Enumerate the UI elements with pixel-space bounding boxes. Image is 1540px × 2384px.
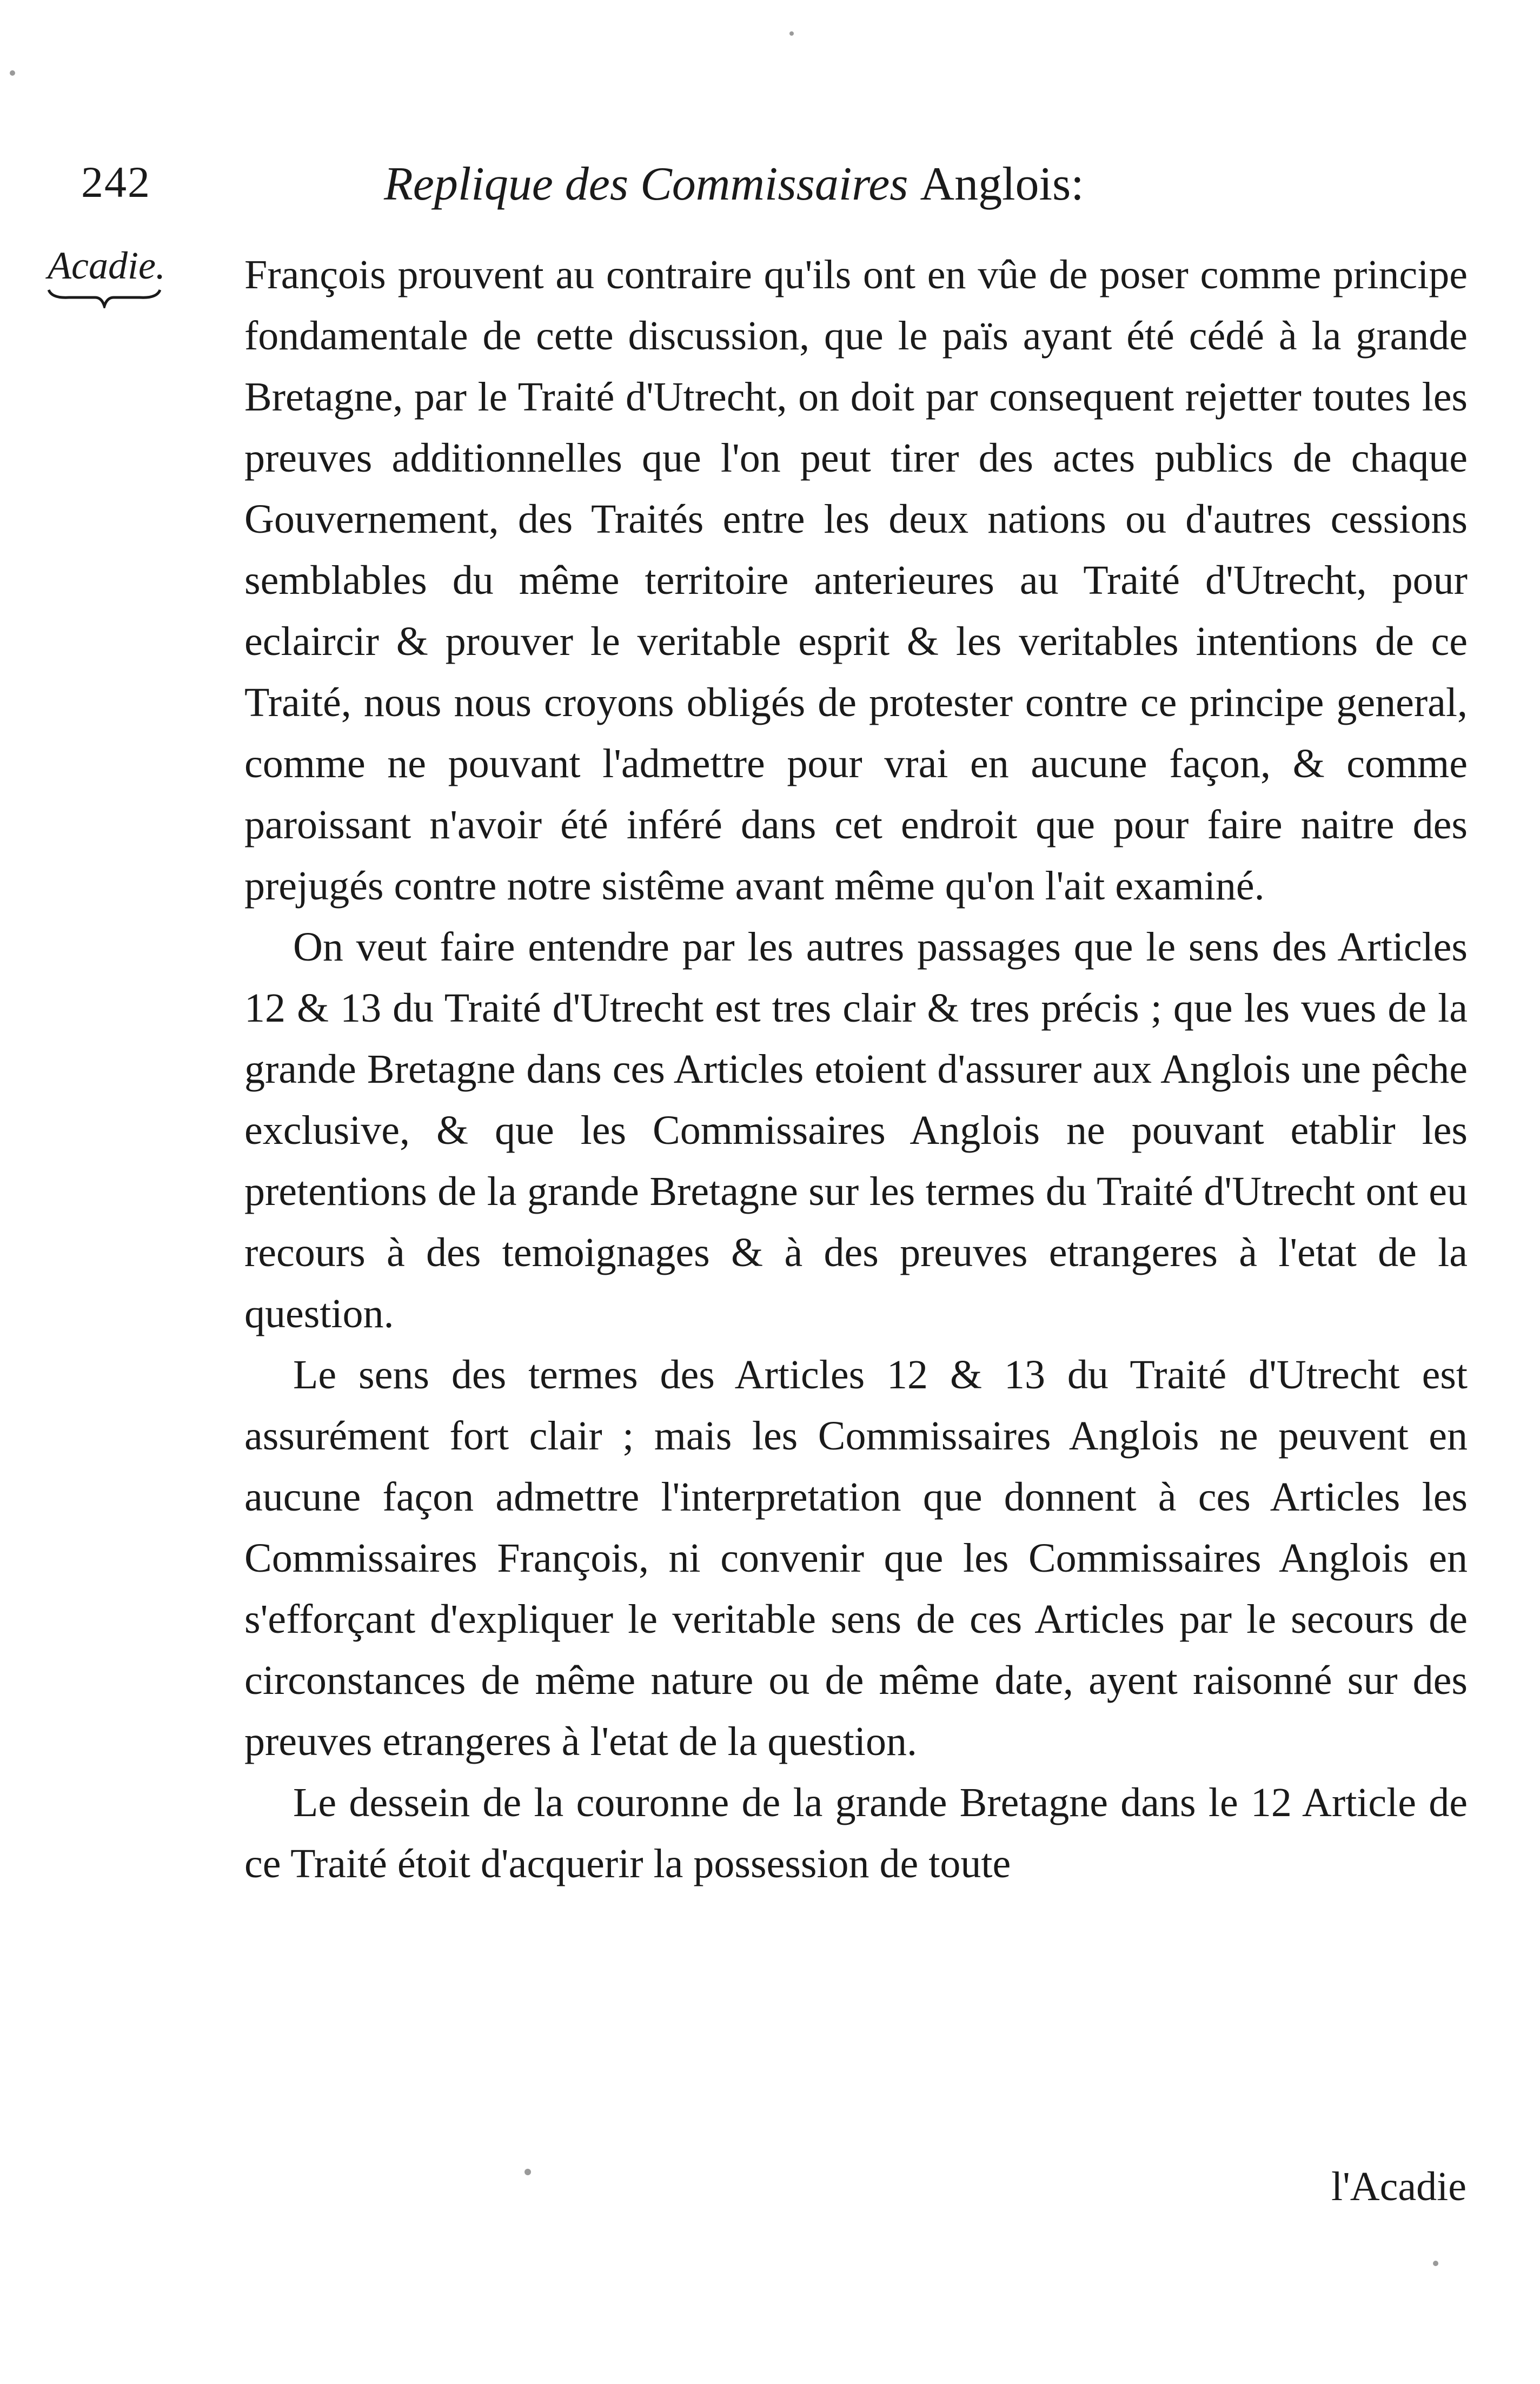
paper-speck bbox=[525, 2169, 531, 2175]
running-head bbox=[384, 157, 1084, 211]
body-text bbox=[244, 244, 1468, 1895]
running-head-italic: Replique des Commissaires bbox=[384, 158, 908, 210]
paragraph-4: Le dessein de la couronne de la grande Bretagne dans le 12 Article de ce Traité étoit d'acquerir la possession de toute bbox=[244, 1780, 1468, 1886]
margin-note: Acadie. bbox=[48, 244, 165, 287]
page-number: 242 bbox=[81, 157, 151, 207]
page-header bbox=[81, 157, 1476, 216]
paragraph-3: Le sens des termes des Articles 12 & 13 du Traité d'Utrecht est assurément fort clair ; mais les Commissaires Anglois ne peuvent en aucune façon admettre l'interpretation que donnent à ces Articles les Commissaires François, ni convenir que les Commissaires Anglois en s'efforçant d'expliquer le veritable sens de ces Articles par le secours de circonstances de même nature ou de même date, ayent raisonné sur des preuves etrangeres à l'etat de la question. bbox=[244, 1352, 1468, 1764]
paragraph-2: On veut faire entendre par les autres passages que le sens des Articles 12 & 13 du Traité d'Utrecht est tres clair & tres précis ; que les vues de la grande Bretagne dans ces Articles etoient d'assurer aux Anglois une pêche exclusive, & que les Commissaires Anglois ne pouvant etablir les pretentions de la grande Bretagne sur les termes du Traité d'Utrecht ont eu recours à des temoignages & à des preuves etrangeres à l'etat de la question. bbox=[244, 924, 1468, 1336]
running-head-roman: Anglois: bbox=[920, 158, 1084, 210]
catchword: l'Acadie bbox=[1331, 2164, 1466, 2209]
margin-brace bbox=[48, 287, 161, 308]
paper-speck bbox=[10, 70, 15, 76]
paper-speck bbox=[1433, 2261, 1438, 2266]
paper-speck bbox=[789, 31, 794, 36]
paragraph-1: François prouvent au contraire qu'ils ont en vûe de poser comme principe fondamentale de cette discussion, que le païs ayant été cédé à la grande Bretagne, par le Traité d'Utrecht, on doit par consequent rejetter toutes les preuves additionnelles que l'on peut tirer des actes publics de chaque Gouvernement, des Traités entre les deux nations ou d'autres cessions semblables du même territoire anterieures au Traité d'Utrecht, pour eclaircir & prouver le veritable esprit & les veritables intentions de ce Traité, nous nous croyons obligés de protester contre ce principe general, comme ne pouvant l'admettre pour vrai en aucune façon, & comme paroissant n'avoir été inféré dans cet endroit que pour faire naitre des prejugés contre notre sistême avant même qu'on l'ait examiné. bbox=[244, 252, 1468, 909]
